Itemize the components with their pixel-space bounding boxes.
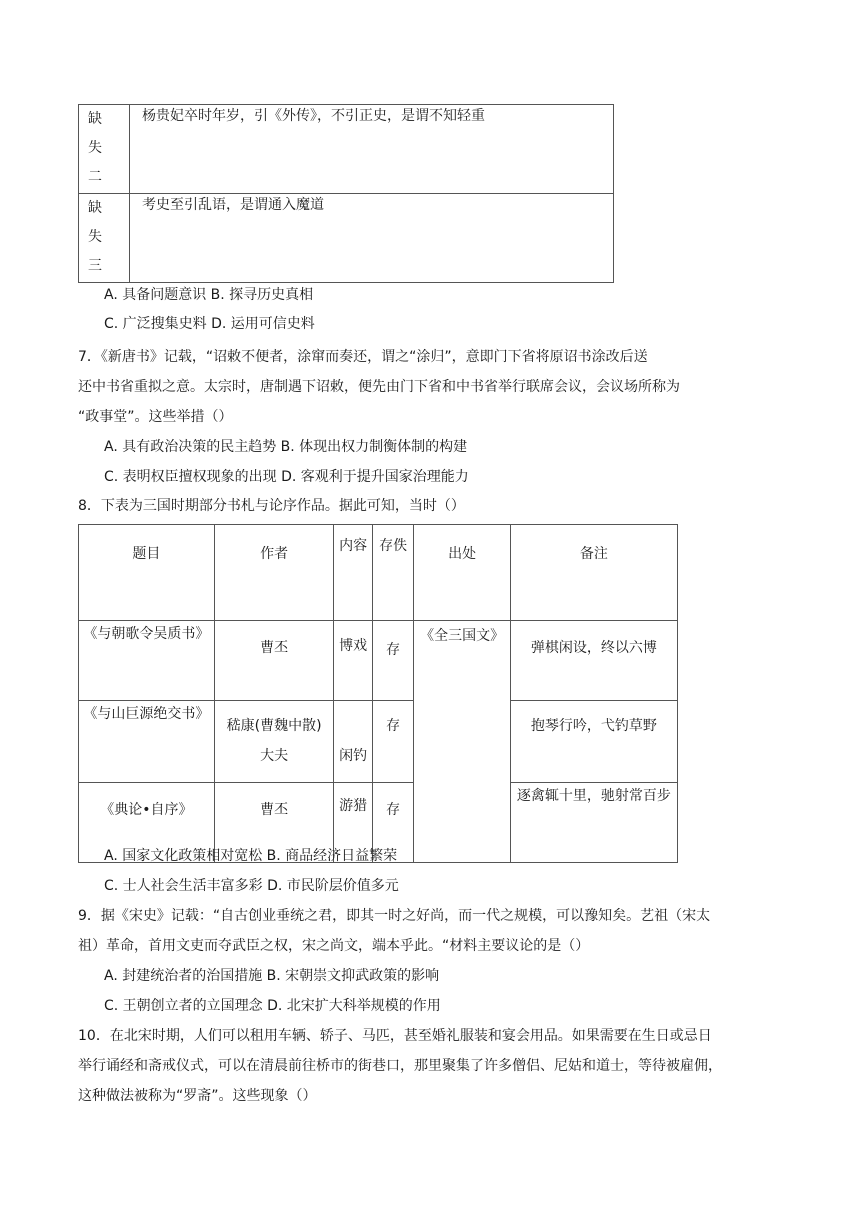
cell-author: 曹丕 bbox=[214, 621, 334, 701]
q7-stem-line: 还中书省重拟之意。太宗时，唐制遇下诏敕，便先由门下省和中书省举行联席会议，会议场所称为 bbox=[78, 379, 680, 395]
cell-note: 弹棋闲设，终以六博 bbox=[510, 621, 677, 701]
cell-source: 《全三国文》 bbox=[414, 621, 510, 863]
label-char: 二 bbox=[88, 169, 102, 185]
cell-content: 博戏 bbox=[334, 621, 373, 701]
author-line: 大夫 bbox=[260, 748, 289, 764]
row-text: 考史至引乱语，是谓通入魔道 bbox=[130, 194, 614, 283]
cell-note: 抱琴行吟，弋钓草野 bbox=[510, 701, 677, 783]
q9-stem-line: 祖）革命，首用文吏而夺武臣之权，宋之尚文，端本乎此。“材料主要议论的是（） bbox=[78, 938, 590, 954]
label-char: 缺 bbox=[88, 111, 102, 127]
row-label bbox=[79, 105, 130, 194]
cell-status: 存 bbox=[372, 701, 414, 783]
label-char: 失 bbox=[88, 140, 102, 156]
cell-title: 《与山巨源绝交书》 bbox=[79, 701, 215, 783]
q8-option-cd: C. 士人社会生活丰富多彩 D. 市民阶层价值多元 bbox=[104, 878, 399, 894]
q6-option-ab: A. 具备问题意识 B. 探寻历史真相 bbox=[104, 287, 314, 303]
q10-stem-line: 这种做法被称为“罗斋”。这些现象（） bbox=[78, 1088, 317, 1104]
q10-stem-line: 举行诵经和斋戒仪式，可以在清晨前往桥市的街巷口，那里聚集了许多僧侣、尼姑和道士，等待被雇佣， bbox=[78, 1058, 722, 1074]
deficiency-table bbox=[78, 104, 614, 283]
table-row bbox=[79, 621, 678, 701]
label-char: 三 bbox=[88, 258, 102, 274]
q9-option-ab: A. 封建统治者的治国措施 B. 宋朝崇文抑武政策的影响 bbox=[104, 968, 440, 984]
q7-option-ab: A. 具有政治决策的民主趋势 B. 体现出权力制衡体制的构建 bbox=[104, 439, 468, 455]
cell-content: 游猎 bbox=[334, 783, 373, 863]
cell-status: 存 bbox=[372, 621, 414, 701]
q7-stem-line: “政事堂”。这些举措（） bbox=[78, 409, 233, 425]
q7-stem-line: 7．《新唐书》记载，“诏敕不便者，涂窜而奏还，谓之“涂归”，意即门下省将原诏书涂改后送 bbox=[78, 349, 648, 365]
author-line: 嵇康(曹魏中散) bbox=[226, 718, 322, 734]
cell-note: 逐禽辄十里，驰射常百步 bbox=[510, 783, 677, 863]
works-table bbox=[78, 524, 678, 863]
header-title: 题目 bbox=[79, 525, 215, 621]
q8-option-ab: A. 国家文化政策相对宽松 B. 商品经济日益繁荣 bbox=[104, 848, 398, 864]
label-char: 失 bbox=[88, 229, 102, 245]
cell-content: 闲钓 bbox=[334, 701, 373, 783]
q6-option-cd: C. 广泛搜集史料 D. 运用可信史料 bbox=[104, 316, 315, 332]
cell-title: 《典论•自序》 bbox=[79, 783, 215, 863]
q7-option-cd: C. 表明权臣擅权现象的出现 D. 客观利于提升国家治理能力 bbox=[104, 469, 469, 485]
table-header-row bbox=[79, 525, 678, 621]
table-row bbox=[79, 701, 678, 783]
q8-stem: 8．下表为三国时期部分书札与论序作品。据此可知，当时（） bbox=[78, 498, 465, 514]
row-text: 杨贵妃卒时年岁，引《外传》，不引正史，是谓不知轻重 bbox=[130, 105, 614, 194]
header-content: 内容 bbox=[334, 525, 373, 621]
q9-option-cd: C. 王朝创立者的立国理念 D. 北宋扩大科举规模的作用 bbox=[104, 998, 441, 1014]
q9-stem-line: 9．据《宋史》记载：“自古创业垂统之君，即其一时之好尚，而一代之规模，可以豫知矣。艺祖（宋太 bbox=[78, 908, 711, 924]
header-note: 备注 bbox=[510, 525, 677, 621]
q10-stem-line: 10．在北宋时期，人们可以租用车辆、轿子、马匹，甚至婚礼服装和宴会用品。如果需要在生日或忌日 bbox=[78, 1028, 712, 1044]
cell-title: 《与朝歌令吴质书》 bbox=[79, 621, 215, 701]
cell-author bbox=[214, 701, 334, 783]
table-row bbox=[79, 194, 614, 283]
cell-author: 曹丕 bbox=[214, 783, 334, 863]
header-author: 作者 bbox=[214, 525, 334, 621]
header-source: 出处 bbox=[414, 525, 510, 621]
header-status: 存佚 bbox=[372, 525, 414, 621]
row-label bbox=[79, 194, 130, 283]
label-char: 缺 bbox=[88, 200, 102, 216]
table-row bbox=[79, 105, 614, 194]
cell-status: 存 bbox=[372, 783, 414, 863]
